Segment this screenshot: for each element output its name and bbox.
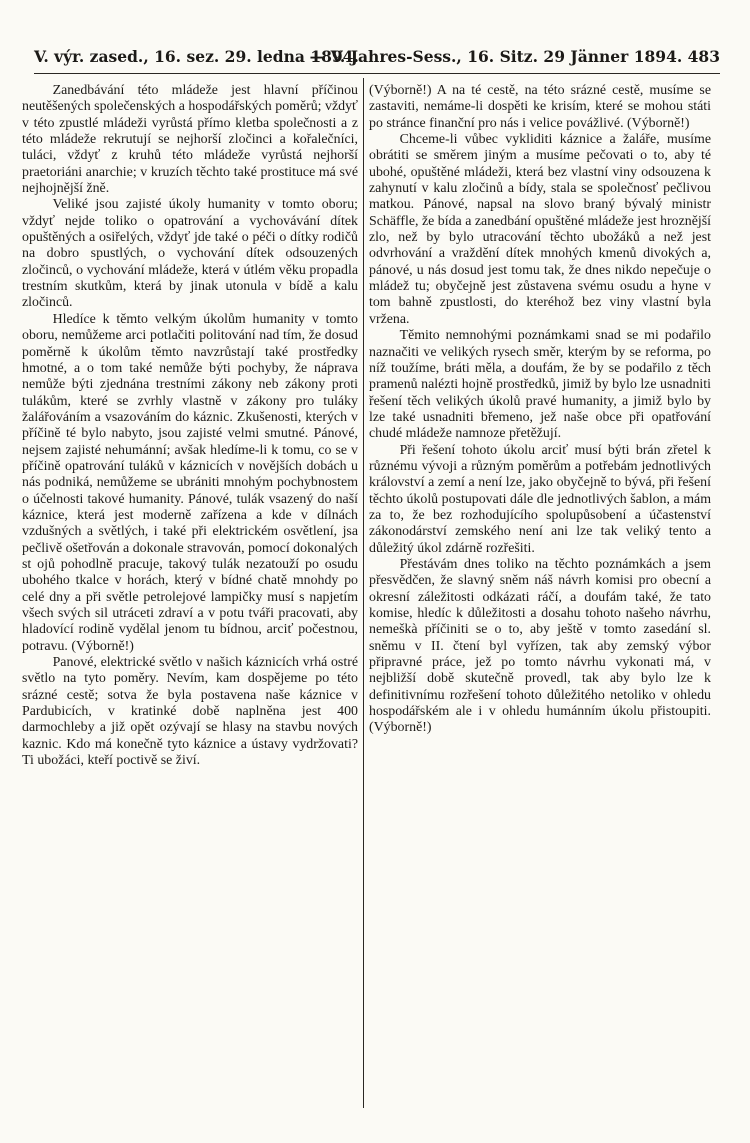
paragraph: Hledíce k těmto velkým úkolům humanity v tomto oboru, nemůžeme arci potlačiti politování nad tím, že dosud poměrně k úkolům těmto navzrůstají také prostředky hmotné, a o tom také nemůže býti pochyby, že náprava nemůže býti zjednána trestními zákony neb zákony proti tulákům, které se zvrhly vlastně v zákony pro tuláky žalářováním a vsazováním do káznic. Zkušenosti, kterých v příčině té bylo nabyto, jsou zajisté velmi smutné. Pánové, nejsem zajisté nehumánní; avšak hledíme-li k tomu, co se v příčině opatrování tuláků v káznicích v novějších dobách u nás podniká, nemůžeme se ubrániti mnohým pochybnostem o účelnosti takové humanity. Pánové, tulák vsazený do naší káznice, která jest moderně zařízena a kde v dílnách vzdušných a světlých, i také při elektrickém osvětlení, jsa pečlivě ošetřován a dokonale stravován, pomocí dokonalých st ojů pohodlně pracuje, takový tulák nezatouží po osudu ubohého tkalce v horách, který v bídné chatě mnohdy po celé dny a při světle petrolejové lampičky musí s napjetím všech svých sil utráceti zdraví a v potu tváři pracovati, aby hladovící rodině vydělal jenom tu bídnou, arciť počestnou, potravu. (Výborně!) xyxy=(22,311,358,654)
header-czech: V. výr. zased., 16. sez. 29. ledna 1894. xyxy=(34,47,359,66)
paragraph: Těmito nemnohými poznámkami snad se mi podařilo naznačiti ve velikých rysech směr, kterým by se reforma, po níž toužíme, bráti měla, a doufám, že by se podařilo z těch pramenů nalézti hojně prostředků, jimiž by bylo lze usnadniti řešení těch velikých úkolů pravé humanity, a jimiž bylo by lze také usnadniti břemeno, jež naše obce při opatřování chudé mládeže namnoze přetěžují. xyxy=(369,328,711,442)
column-divider xyxy=(363,78,364,1108)
paragraph: Při řešení tohoto úkolu arciť musí býti brán zřetel k různému vývoji a různým poměrům a potřebám jednotlivých království a zemí a není lze, jako obyčejně to bývá, při řešení těchto úkolů postupovati dále dle jednotlivých šablon, a mám za to, že bez rozhodujícího spolupůsobení a účastenství zákonodárství zemského není ani lze tak veliký tento a důležitý úkol zdárně rozřešiti. xyxy=(369,442,711,556)
paragraph: Panové, elektrické světlo v našich káznicích vrhá ostré světlo na tyto poměry. Nevím, kam dospějeme po této srázné cestě; sotva že byla postavena naše káznice v Pardubicích, v kratinké době naplněna jest 400 darmochleby a již opět ozývají se hlasy na stavbu nových kaznic. Kdo má konečně tyto káznice a ústavy vydržovati? Ti ubožáci, kteří poctivě se živí. xyxy=(22,655,358,769)
paragraph: Zanedbávání této mládeže jest hlavní příčinou neutěšených společenských a hospodářských poměrů; vždyť v této zpustlé mládeži vyrůstá přímo kletba společnosti a z této mládeže rekrutují se nejhorší zločinci a kořalečníci, tuláci, vždyť z kruhů této mládeže vyrůstá nejhorší praetoriáni anarchie; v kruzích těchto také prostituce má své nejhojnější žně. xyxy=(22,83,358,197)
paragraph-continued: (Výborně!) A na té cestě, na této srázné cestě, musíme se zastaviti, nemáme-li dospěti ke krisím, které se mohou státi po stránce finanční pro nás i velice povážlivé. (Výborně!) xyxy=(369,83,711,131)
paragraph: Chceme-li vůbec vykliditi káznice a žaláře, musíme obrátiti se směrem jiným a musíme pečovati o to, aby té ubohé, opuštěné mládeži, která bez vlastní viny odsouzena k zahynutí v kalu zločinů a bídy, stala se společnosť pečlivou matkou. Pánové, napsal na slovo braný bývalý ministr Schäffle, že bída a zanedbání opuštěné mládeže jest hroznější zlo, než by bylo utracování těchto ubožáků a než jest odvrhování a vraždění dítek mnohých kmenů divokých a, pánové, u nás dosud jest tomu tak, že dnes nikdo nepečuje o mládež tu; obyčejně jest zůstavena svému osudu a hyne v tom bahně zpustlosti, do kteréhož bez viny vlastní byla vržena. xyxy=(369,132,711,327)
left-column xyxy=(22,83,358,1113)
right-column xyxy=(369,83,711,1113)
paragraph: Veliké jsou zajisté úkoly humanity v tomto oboru; vždyť nejde toliko o opatrování a vychovávání dítek opuštěných a osiřelých, vždyť jde také o péči o dítky rodičů na dobro spustlých, o vychování dítek odsouzených zločinců, o vychování mládeže, která v útlém věku propadla trestním skutkům, která by jinak utonula v bídě a kalu zločinců. xyxy=(22,197,358,311)
paragraph: Přestávám dnes toliko na těchto poznámkách a jsem přesvědčen, že slavný sněm náš návrh komisi pro obecní a okresní záležitosti odkázati ráčí, a doufám také, že tato komise, hledíc k důležitosti a dosahu tohoto našeho návrhu, nemeškà příčiniti se o to, aby ještě v tomto zasedání sl. sněmu v II. čtení byl vyřízen, tak aby zemský výbor připravné práce, jež po tomto návrhu vykonati má, v nejbližší době skutečně provedl, tak aby bylo lze k definitivnímu rozřešení tohoto důležitého netoliko v ohledu hospodářském ale i v ohledu humánním úkolu přistoupiti. (Výborně!) xyxy=(369,556,711,736)
page-header xyxy=(34,47,720,69)
header-rule xyxy=(34,73,720,74)
header-german-and-page-number: — V. Jahres-Sess., 16. Sitz. 29 Jänner 1894. 483 xyxy=(309,47,720,66)
